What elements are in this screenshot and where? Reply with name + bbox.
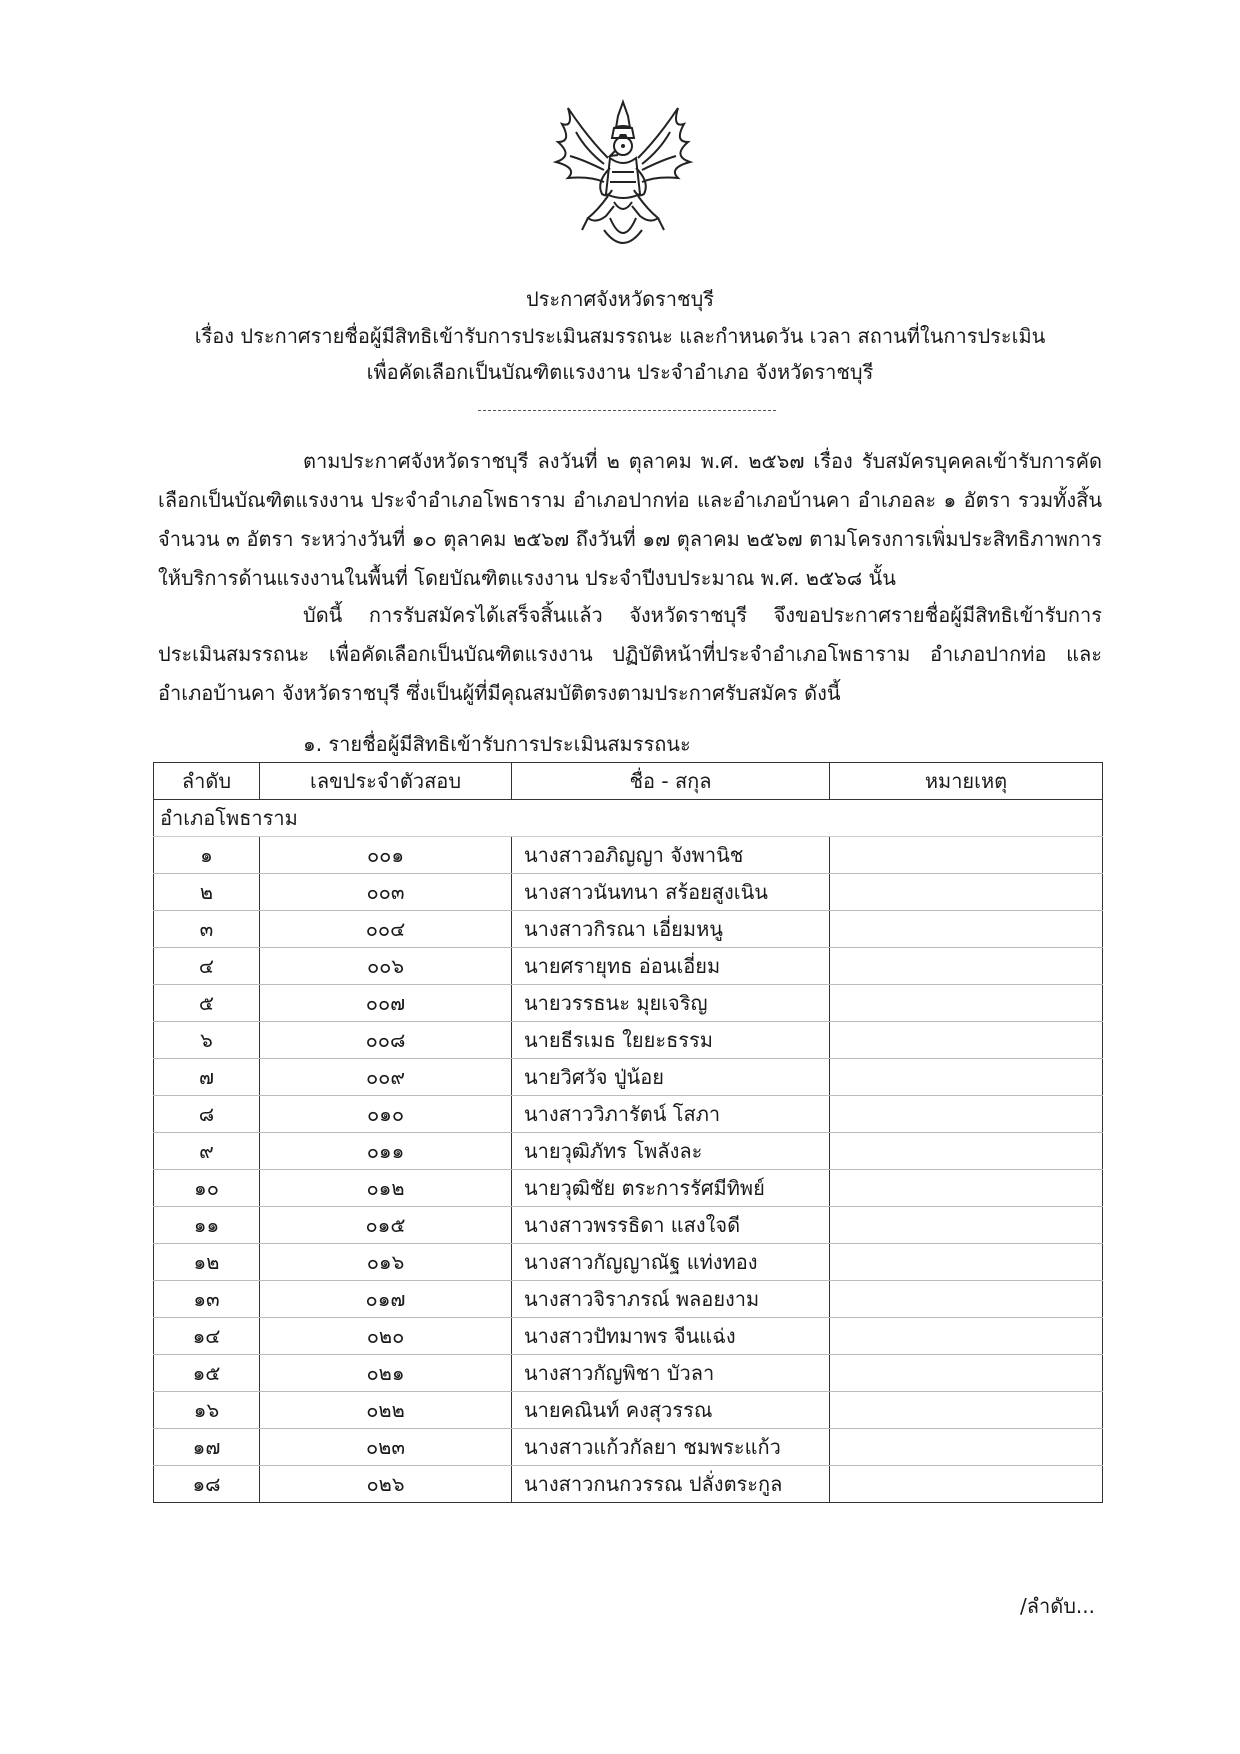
cell-order: ๑๑	[154, 1207, 260, 1244]
table-row	[154, 874, 1103, 911]
cell-remark	[830, 1022, 1103, 1059]
cell-remark	[830, 1355, 1103, 1392]
col-header-name: ชื่อ - สกุล	[512, 763, 830, 800]
group-label: อำเภอโพธาราม	[154, 800, 1103, 837]
cell-exam-id: ๐๑๑	[260, 1133, 512, 1170]
cell-remark	[830, 837, 1103, 874]
cell-name: นางสาวแก้วกัลยา ชมพระแก้ว	[512, 1429, 830, 1466]
cell-order: ๑๘	[154, 1466, 260, 1503]
col-header-remark: หมายเหตุ	[830, 763, 1103, 800]
cell-name: นางสาวกัญพิชา บัวลา	[512, 1355, 830, 1392]
cell-exam-id: ๐๐๔	[260, 911, 512, 948]
cell-remark	[830, 1170, 1103, 1207]
cell-name: นางสาวกิรณา เอี่ยมหนู	[512, 911, 830, 948]
cell-name: นายวุฒิชัย ตระการรัศมีทิพย์	[512, 1170, 830, 1207]
cell-order: ๗	[154, 1059, 260, 1096]
table-row	[154, 1244, 1103, 1281]
paragraph-2: บัดนี้ การรับสมัครได้เสร็จสิ้นแล้ว จังหวัดราชบุรี จึงขอประกาศรายชื่อผู้มีสิทธิเข้ารับการประเมินสมรรถนะ เพื่อคัดเลือกเป็นบัณฑิตแรงงาน ปฏิบัติหน้าที่ประจำอำเภอโพธาราม อำเภอปากท่อ และอำเภอบ้านคา จังหวัดราชบุรี ซึ่งเป็นผู้ที่มีคุณสมบัติตรงตามประกาศรับสมัคร ดังนี้	[158, 603, 1102, 705]
cell-remark	[830, 1244, 1103, 1281]
col-header-exam-id: เลขประจำตัวสอบ	[260, 763, 512, 800]
cell-exam-id: ๐๒๐	[260, 1318, 512, 1355]
table-row	[154, 1429, 1103, 1466]
cell-name: นางสาวปัทมาพร จีนแฉ่ง	[512, 1318, 830, 1355]
continuation-marker: /ลำดับ...	[1020, 1594, 1095, 1618]
table-row	[154, 1096, 1103, 1133]
cell-order: ๒	[154, 874, 260, 911]
cell-order: ๕	[154, 985, 260, 1022]
cell-name: นางสาวกัญญาณัฐ แท่งทอง	[512, 1244, 830, 1281]
table-row	[154, 1022, 1103, 1059]
announcement-title: ประกาศจังหวัดราชบุรี	[525, 287, 715, 311]
col-header-order: ลำดับ	[154, 763, 260, 800]
candidate-table	[153, 762, 1103, 1503]
cell-exam-id: ๐๒๓	[260, 1429, 512, 1466]
cell-exam-id: ๐๑๐	[260, 1096, 512, 1133]
table-row	[154, 1170, 1103, 1207]
cell-exam-id: ๐๒๖	[260, 1466, 512, 1503]
table-row	[154, 1207, 1103, 1244]
cell-name: นางสาวจิราภรณ์ พลอยงาม	[512, 1281, 830, 1318]
cell-order: ๑๓	[154, 1281, 260, 1318]
cell-remark	[830, 1281, 1103, 1318]
announcement-subject: เรื่อง ประกาศรายชื่อผู้มีสิทธิเข้ารับการประเมินสมรรถนะ และกำหนดวัน เวลา สถานที่ในการประเมิน	[194, 324, 1046, 348]
cell-name: นายวรรธนะ มุยเจริญ	[512, 985, 830, 1022]
cell-exam-id: ๐๑๕	[260, 1207, 512, 1244]
cell-exam-id: ๐๒๒	[260, 1392, 512, 1429]
cell-remark	[830, 911, 1103, 948]
table-row	[154, 1466, 1103, 1503]
cell-remark	[830, 874, 1103, 911]
cell-name: นายศรายุทธ อ่อนเอี่ยม	[512, 948, 830, 985]
cell-exam-id: ๐๐๓	[260, 874, 512, 911]
table-row	[154, 985, 1103, 1022]
cell-exam-id: ๐๑๒	[260, 1170, 512, 1207]
table-row	[154, 948, 1103, 985]
table-row	[154, 1318, 1103, 1355]
cell-exam-id: ๐๐๑	[260, 837, 512, 874]
cell-remark	[830, 1429, 1103, 1466]
title-separator	[478, 410, 776, 411]
cell-remark	[830, 1318, 1103, 1355]
cell-name: นายวิศวัจ ปู่น้อย	[512, 1059, 830, 1096]
cell-remark	[830, 1392, 1103, 1429]
table-row	[154, 837, 1103, 874]
cell-remark	[830, 1466, 1103, 1503]
cell-order: ๑๗	[154, 1429, 260, 1466]
cell-name: นางสาววิภารัตน์ โสภา	[512, 1096, 830, 1133]
cell-name: นายวุฒิภัทร โพลังละ	[512, 1133, 830, 1170]
cell-order: ๖	[154, 1022, 260, 1059]
cell-order: ๑๔	[154, 1318, 260, 1355]
cell-exam-id: ๐๐๗	[260, 985, 512, 1022]
cell-exam-id: ๐๒๑	[260, 1355, 512, 1392]
cell-name: นายคณินท์ คงสุวรรณ	[512, 1392, 830, 1429]
cell-remark	[830, 948, 1103, 985]
cell-remark	[830, 985, 1103, 1022]
table-row	[154, 1059, 1103, 1096]
cell-remark	[830, 1207, 1103, 1244]
cell-remark	[830, 1133, 1103, 1170]
table-row	[154, 911, 1103, 948]
table-row	[154, 1355, 1103, 1392]
cell-order: ๓	[154, 911, 260, 948]
announcement-subject-cont: เพื่อคัดเลือกเป็นบัณฑิตแรงงาน ประจำอำเภอ จังหวัดราชบุรี	[366, 360, 874, 384]
cell-name: นายธีรเมธ ใยยะธรรม	[512, 1022, 830, 1059]
cell-order: ๔	[154, 948, 260, 985]
table-row	[154, 1392, 1103, 1429]
cell-exam-id: ๐๑๗	[260, 1281, 512, 1318]
cell-remark	[830, 1059, 1103, 1096]
cell-exam-id: ๐๐๘	[260, 1022, 512, 1059]
cell-name: นางสาวอภิญญา จังพานิช	[512, 837, 830, 874]
cell-order: ๑๖	[154, 1392, 260, 1429]
cell-exam-id: ๐๑๖	[260, 1244, 512, 1281]
table-row	[154, 1281, 1103, 1318]
cell-order: ๘	[154, 1096, 260, 1133]
cell-remark	[830, 1096, 1103, 1133]
garuda-emblem-icon	[548, 98, 698, 256]
group-row	[154, 800, 1103, 837]
cell-name: นางสาวนันทนา สร้อยสูงเนิน	[512, 874, 830, 911]
cell-order: ๙	[154, 1133, 260, 1170]
cell-name: นางสาวกนกวรรณ ปลั่งตระกูล	[512, 1466, 830, 1503]
cell-order: ๑๕	[154, 1355, 260, 1392]
cell-order: ๑๐	[154, 1170, 260, 1207]
cell-order: ๑๒	[154, 1244, 260, 1281]
paragraph-1: ตามประกาศจังหวัดราชบุรี ลงวันที่ ๒ ตุลาคม พ.ศ. ๒๕๖๗ เรื่อง รับสมัครบุคคลเข้ารับการคัดเลือกเป็นบัณฑิตแรงงาน ประจำอำเภอโพธาราม อำเภอปากท่อ และอำเภอบ้านคา อำเภอละ ๑ อัตรา รวมทั้งสิ้น จำนวน ๓ อัตรา ระหว่างวันที่ ๑๐ ตุลาคม ๒๕๖๗ ถึงวันที่ ๑๗ ตุลาคม ๒๕๖๗ ตามโครงการเพิ่มประสิทธิภาพการให้บริการด้านแรงงานในพื้นที่ โดยบัณฑิตแรงงาน ประจำปีงบประมาณ พ.ศ. ๒๕๖๘ นั้น	[158, 449, 1102, 590]
section-heading: ๑. รายชื่อผู้มีสิทธิเข้ารับการประเมินสมรรถนะ	[303, 732, 691, 756]
cell-exam-id: ๐๐๙	[260, 1059, 512, 1096]
table-row	[154, 1133, 1103, 1170]
table-header-row	[154, 763, 1103, 800]
cell-order: ๑	[154, 837, 260, 874]
cell-name: นางสาวพรรธิดา แสงใจดี	[512, 1207, 830, 1244]
cell-exam-id: ๐๐๖	[260, 948, 512, 985]
